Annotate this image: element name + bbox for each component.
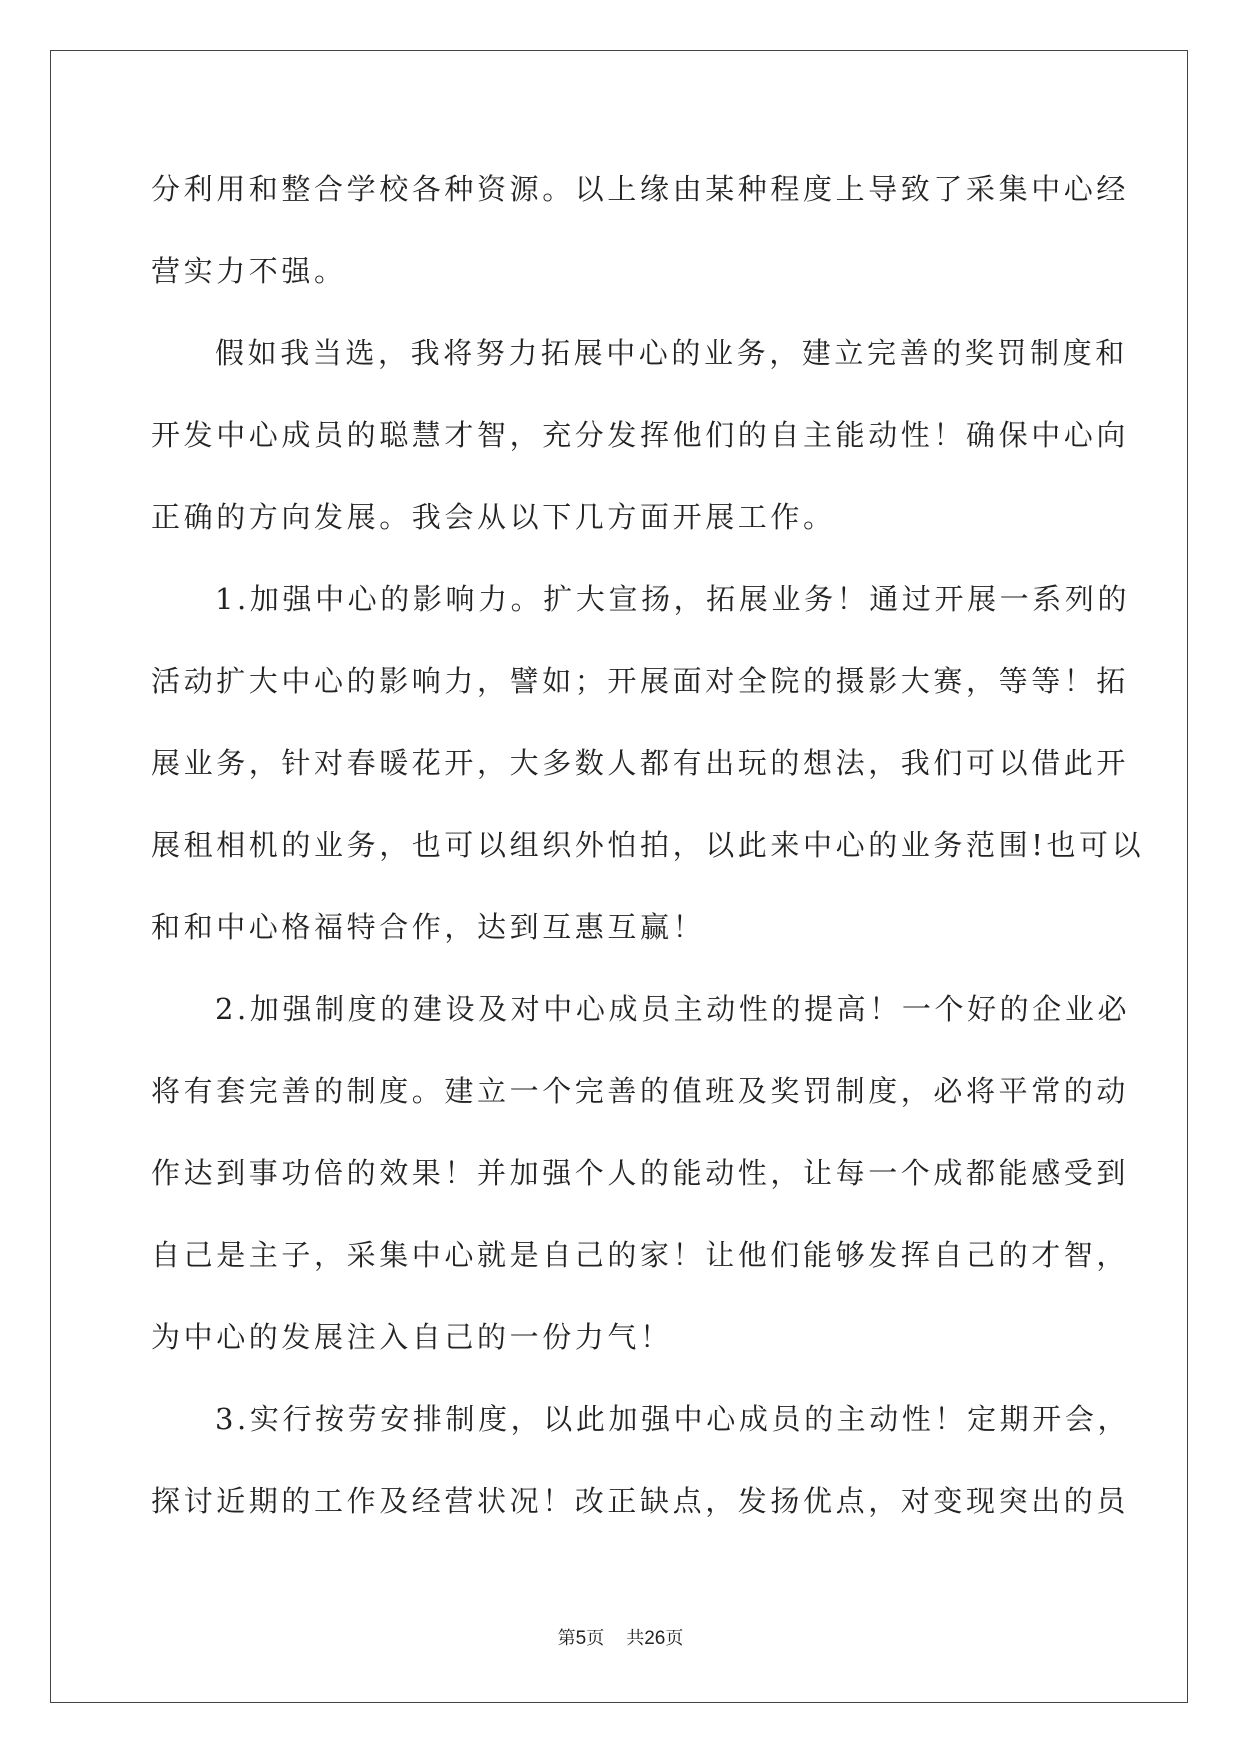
- text-line: 2.加强制度的建设及对中心成员主动性的提高！一个好的企业必: [215, 992, 1131, 1026]
- text-line: 活动扩大中心的影响力，譬如；开展面对全院的摄影大赛，等等！拓: [151, 664, 1130, 698]
- total-suffix: 页: [665, 1628, 684, 1649]
- document-body: [151, 160, 1145, 1554]
- page-prefix: 第: [557, 1628, 576, 1649]
- page-number: 5: [575, 1628, 587, 1649]
- total-pages: 26: [644, 1628, 666, 1649]
- total-prefix: 共: [626, 1628, 645, 1649]
- text-line: 作达到事功倍的效果！并加强个人的能动性，让每一个成都能感受到: [151, 1156, 1130, 1190]
- text-line: 3.实行按劳安排制度，以此加强中心成员的主动性！定期开会，: [215, 1402, 1131, 1436]
- text-line: 营实力不强。: [151, 254, 347, 288]
- text-line: 自己是主子，采集中心就是自己的家！让他们能够发挥自己的才智，: [151, 1238, 1130, 1272]
- text-line: 展业务，针对春暖花开，大多数人都有出玩的想法，我们可以借此开: [151, 746, 1130, 780]
- text-line: 为中心的发展注入自己的一份力气！: [151, 1320, 673, 1354]
- text-line: 展租相机的业务，也可以组织外怕拍，以此来中心的业务范围!也可以: [151, 828, 1145, 862]
- text-line: 将有套完善的制度。建立一个完善的值班及奖罚制度，必将平常的动: [151, 1074, 1130, 1108]
- page-footer: [0, 1624, 1241, 1650]
- text-line: 1.加强中心的影响力。扩大宣扬，拓展业务！通过开展一系列的: [215, 582, 1131, 616]
- text-line: 假如我当选，我将努力拓展中心的业务，建立完善的奖罚制度和: [215, 336, 1128, 370]
- text-line: 探讨近期的工作及经营状况！改正缺点，发扬优点，对变现突出的员: [151, 1484, 1130, 1518]
- text-line: 分利用和整合学校各种资源。以上缘由某种程度上导致了采集中心经: [151, 172, 1130, 206]
- text-line: 正确的方向发展。我会从以下几方面开展工作。: [151, 500, 836, 534]
- text-line: 开发中心成员的聪慧才智，充分发挥他们的自主能动性！确保中心向: [151, 418, 1130, 452]
- text-line: 和和中心格福特合作，达到互惠互赢！: [151, 910, 706, 944]
- page-suffix: 页: [586, 1628, 605, 1649]
